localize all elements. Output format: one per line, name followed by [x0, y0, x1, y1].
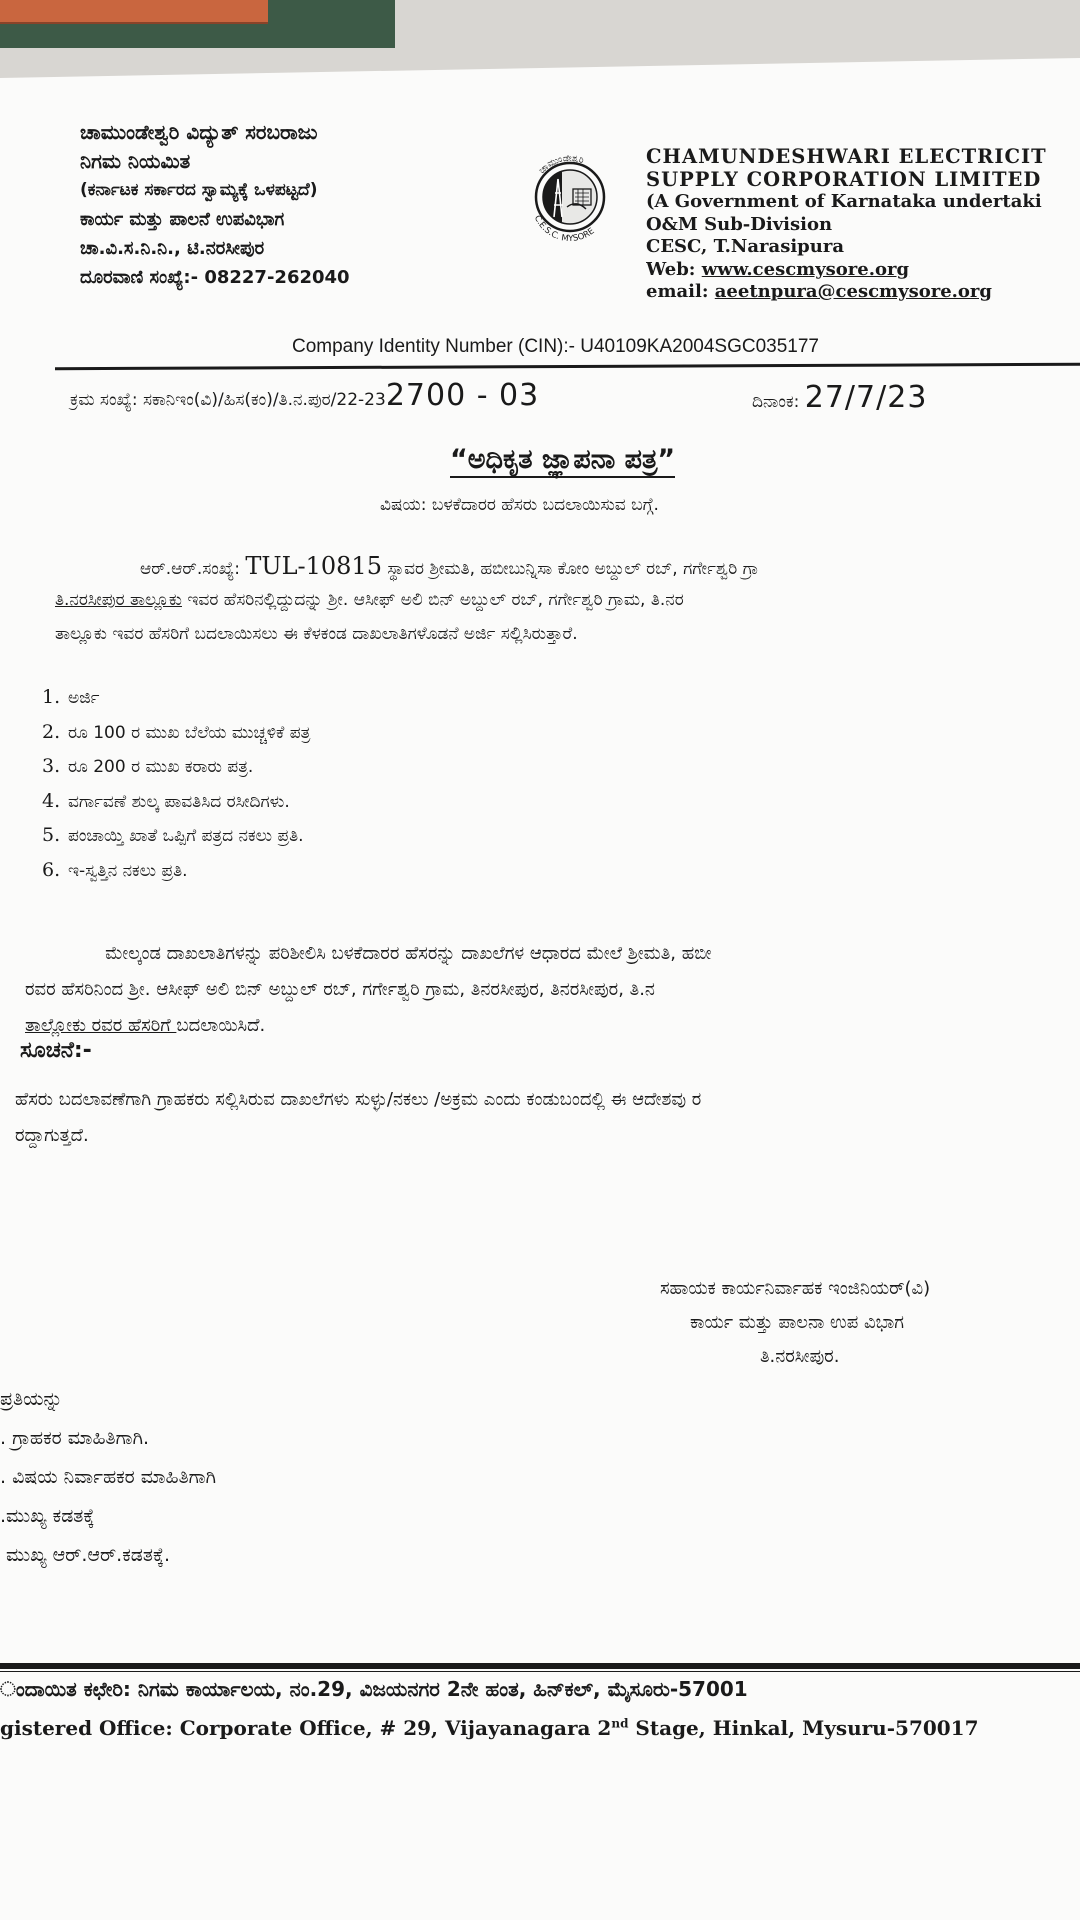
footer-divider-thin [0, 1671, 1080, 1672]
handwritten-date: 27/7/23 [804, 380, 928, 415]
para1-line: ತಾಲ್ಲೂಕು ಇವರ ಹೆಸರಿಗೆ ಬದಲಾಯಿಸಲು ಈ ಕೆಳಕಂಡ ದಾಖಲಾತಿಗಳೊಡನೆ ಅರ್ಜಿ ಸಲ್ಲಿಸಿರುತ್ತಾರೆ. [55, 624, 578, 644]
list-item: 6. ಇ-ಸ್ವತ್ತಿನ ನಕಲು ಪ್ರತಿ. [42, 858, 188, 881]
cesc-logo [518, 145, 622, 249]
decision-paragraph [25, 936, 711, 1044]
english-letterhead [646, 146, 1080, 304]
memo-title: “ಅಧಿಕೃತ ಜ್ಞಾಪನಾ ಪತ್ರ” [450, 444, 675, 478]
en-head-line: SUPPLY CORPORATION LIMITED [646, 167, 1042, 191]
reference-number [70, 378, 539, 413]
copies-list [0, 1380, 216, 1575]
kn-head-line: ಕಾರ್ಯ ಮತ್ತು ಪಾಲನೆ ಉಪವಿಭಾಗ [80, 209, 285, 230]
list-item: 3. ರೂ 200 ರ ಮುಖ ಕರಾರು ಪತ್ರ. [42, 755, 254, 777]
kn-head-line: ದೂರವಾಣಿ ಸಂಖ್ಯೆ:- 08227-262040 [80, 267, 350, 288]
copy-item: .ಮುಖ್ಯ ಕಡತಕ್ಕೆ [0, 1505, 95, 1527]
para1-line: ತಿ.ನರಸೀಪುರ ತಾಲ್ಲೂಕು ಇವರ ಹೆಸರಿನಲ್ಲಿದ್ದುದನ್ನು ಶ್ರೀ. ಆಸೀಫ್ ಅಲಿ ಬಿನ್ ಅಬ್ದುಲ್ ರಬ್, ಗರ್ಗೇಶ್ವರಿ ಗ್ರಾಮ, ತಿ.ನರ [55, 590, 684, 610]
para2-line: ರವರ ಹೆಸರಿನಿಂದ ಶ್ರೀ. ಆಸೀಫ್ ಅಲಿ ಬಿನ್ ಅಬ್ದುಲ್ ರಬ್, ಗರ್ಗೇಶ್ವರಿ ಗ್ರಾಮ, ತಿನರಸೀಪುರ, ತಿನರಸೀಪುರ, ತಿ.ನ [25, 979, 655, 1000]
list-item: 5. ಪಂಚಾಯ್ತಿ ಖಾತೆ ಒಪ್ಪಿಗೆ ಪತ್ರದ ನಕಲು ಪ್ರತಿ. [42, 824, 304, 846]
subject-line: ವಿಷಯ: ಬಳಕೆದಾರರ ಹೆಸರು ಬದಲಾಯಿಸುವ ಬಗ್ಗೆ. [380, 495, 659, 515]
note-heading: ಸೂಚನೆ:- [20, 1038, 92, 1063]
en-head-line: CESC, T.Narasipura [646, 236, 844, 257]
svg-text:C.E.S.C. MYSORE: C.E.S.C. MYSORE [531, 213, 597, 245]
email-link[interactable]: aeetnpura@cescmysore.org [714, 281, 992, 302]
list-item: 1. ಅರ್ಜಿ [42, 686, 100, 708]
copies-heading: ಪ್ರತಿಯನ್ನು [0, 1388, 63, 1410]
cin-line: Company Identity Number (CIN):- U40109KA2004SGC035177 [292, 336, 819, 357]
note-text: ಹೆಸರು ಬದಲಾವಣೆಗಾಗಿ ಗ್ರಾಹಕರು ಸಲ್ಲಿಸಿರುವ ದಾಖಲೆಗಳು ಸುಳ್ಳು/ನಕಲು /ಅಕ್ರಮ ಎಂದು ಕಂಡುಬಂದಲ್ಲಿ ಈ ಆದೇಶವು ರ ರದ್ದಾಗುತ್ತದೆ. [15, 1089, 702, 1146]
list-item: 2. ರೂ 100 ರ ಮುಖ ಬೆಲೆಯ ಮುಚ್ಚಳಿಕೆ ಪತ್ರ [42, 720, 311, 743]
footer-english: gistered Office: Corporate Office, # 29, Vijayanagara 2nd Stage, Hinkal, Mysuru-570017 [0, 1716, 979, 1740]
ref-label: ಕ್ರಮ ಸಂಖ್ಯೆ: ಸಕಾನಿಇಂ(ವಿ)/ಹಿಸ(ಕಂ)/ತಿ.ನ.ಪುರ/22-23 [70, 390, 386, 410]
kn-head-line: ನಿಗಮ ನಿಯಮಿತ [80, 149, 191, 173]
documents-list [42, 686, 310, 893]
kn-head-line: ಚಾ.ವಿ.ಸ.ನಿ.ನಿ., ಟಿ.ನರಸೀಪುರ [80, 238, 265, 259]
signatory-office: ಕಾರ್ಯ ಮತ್ತು ಪಾಲನಾ ಉಪ ವಿಭಾಗ [690, 1312, 904, 1333]
en-head-line: (A Government of Karnataka undertaki [646, 191, 1042, 212]
para1-line: ಆರ್.ಆರ್.ಸಂಖ್ಯೆ: TUL-10815 ಸ್ಥಾವರ ಶ್ರೀಮತಿ, ಹಬೀಬುನ್ನಿಸಾ ಕೋಂ ಅಬ್ದುಲ್ ರಬ್, ಗರ್ಗೇಶ್ವರಿ ಗ್ರಾ [140, 552, 759, 580]
kannada-letterhead [80, 118, 500, 292]
footer-divider [0, 1663, 1080, 1669]
signature-block [640, 1272, 1080, 1374]
signatory-designation: ಸಹಾಯಕ ಕಾರ್ಯನಿರ್ವಾಹಕ ಇಂಜಿನಿಯರ್(ವಿ) [660, 1278, 931, 1299]
signatory-place: ತಿ.ನರಸೀಪುರ. [760, 1346, 840, 1367]
rr-number: TUL-10815 [245, 552, 382, 580]
para2-line: ಮೇಲ್ಕಂಡ ದಾಖಲಾತಿಗಳನ್ನು ಪರಿಶೀಲಿಸಿ ಬಳಕೆದಾರರ ಹೆಸರನ್ನು ದಾಖಲೆಗಳ ಆಧಾರದ ಮೇಲೆ ಶ್ರೀಮತಿ, ಹಬೀ [25, 943, 712, 964]
svg-text:ಚಾಮುಂಡೇಶ್ವರಿ: ಚಾಮುಂಡೇಶ್ವರಿ [537, 153, 585, 177]
en-head-line: O&M Sub-Division [646, 213, 833, 235]
list-item: 4. ವರ್ಗಾವಣೆ ಶುಲ್ಕ ಪಾವತಿಸಿದ ರಸೀದಿಗಳು. [42, 789, 290, 812]
kn-head-line: ಚಾಮುಂಡೇಶ್ವರಿ ವಿದ್ಯುತ್ ಸರಬರಾಜು [80, 120, 318, 144]
email-line: email: aeetnpura@cescmysore.org [646, 281, 992, 302]
copy-item: ಮುಖ್ಯ ಆರ್.ಆರ್.ಕಡತಕ್ಕೆ. [0, 1544, 171, 1566]
copy-item: . ವಿಷಯ ನಿರ್ವಾಹಕರ ಮಾಹಿತಿಗಾಗಿ [0, 1466, 217, 1488]
date-line [752, 380, 927, 415]
date-label: ದಿನಾಂಕ: [752, 392, 800, 412]
web-line: Web: www.cescmysore.org [646, 258, 910, 280]
web-link[interactable]: www.cescmysore.org [701, 258, 910, 280]
orange-book [0, 0, 268, 24]
kn-head-line: (ಕರ್ನಾಟಕ ಸರ್ಕಾರದ ಸ್ವಾಮ್ಯಕ್ಕೆ ಒಳಪಟ್ಟದೆ) [80, 180, 318, 200]
en-head-line: CHAMUNDESHWARI ELECTRICIT [646, 146, 1047, 168]
para2-line: ತಾಲ್ಲೋಕು ರವರ ಹೆಸರಿಗೆ ಬದಲಾಯಿಸಿದೆ. [25, 1015, 266, 1036]
ref-handwritten-number: 2700 - 03 [385, 378, 540, 413]
copy-item: . ಗ್ರಾಹಕರ ಮಾಹಿತಿಗಾಗಿ. [0, 1427, 150, 1449]
footer-kannada: ಂದಾಯಿತ ಕಛೇರಿ: ನಿಗಮ ಕಾರ್ಯಾಲಯ, ನಂ.29, ವಿಜಯನಗರ 2ನೇ ಹಂತ, ಹಿನ್‌ಕಲ್, ಮೈಸೂರು-57001 [0, 1677, 748, 1701]
